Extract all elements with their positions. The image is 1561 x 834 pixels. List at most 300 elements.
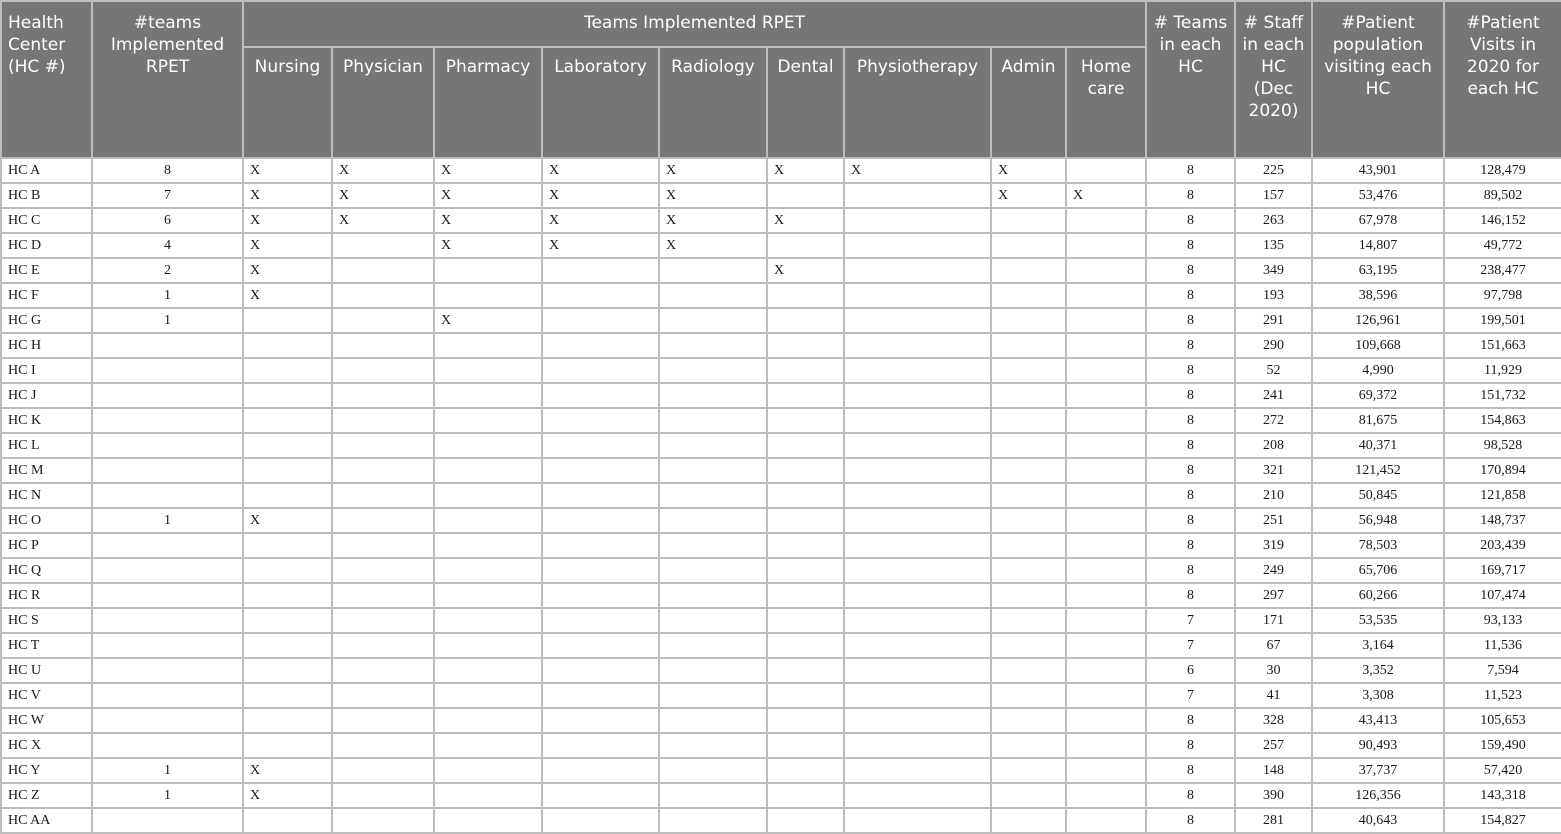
cell-team-mark [243,608,332,633]
cell-team-mark [844,733,991,758]
cell-team-mark [332,458,434,483]
cell-population: 3,164 [1312,633,1444,658]
cell-population: 38,596 [1312,283,1444,308]
cell-team-mark [991,233,1066,258]
cell-team-mark [767,708,844,733]
table-row [1,758,1561,783]
cell-team-mark [659,783,767,808]
cell-health-center: HC S [1,608,92,633]
cell-team-mark [1066,558,1146,583]
cell-population: 81,675 [1312,408,1444,433]
cell-team-mark: X [243,183,332,208]
cell-staff: 290 [1235,333,1312,358]
cell-visits: 128,479 [1444,158,1561,183]
cell-team-mark [1066,508,1146,533]
cell-staff: 30 [1235,658,1312,683]
cell-population: 53,535 [1312,608,1444,633]
col-dental: Dental [767,47,844,158]
cell-team-mark [844,258,991,283]
cell-team-mark [767,458,844,483]
cell-visits: 97,798 [1444,283,1561,308]
cell-visits: 11,929 [1444,358,1561,383]
cell-team-mark [434,633,542,658]
cell-population: 56,948 [1312,508,1444,533]
cell-team-mark [767,408,844,433]
cell-team-mark [1066,733,1146,758]
cell-visits: 203,439 [1444,533,1561,558]
cell-team-mark: X [659,158,767,183]
cell-population: 126,356 [1312,783,1444,808]
cell-health-center: HC Z [1,783,92,808]
cell-staff: 225 [1235,158,1312,183]
cell-visits: 151,663 [1444,333,1561,358]
cell-teams-in-hc: 8 [1146,758,1235,783]
cell-health-center: HC AA [1,808,92,833]
cell-team-mark [659,458,767,483]
cell-staff: 249 [1235,558,1312,583]
cell-team-mark [1066,408,1146,433]
cell-team-mark [844,283,991,308]
cell-population: 43,413 [1312,708,1444,733]
cell-health-center: HC E [1,258,92,283]
cell-team-mark [542,458,659,483]
cell-team-mark [243,433,332,458]
cell-team-mark [844,683,991,708]
cell-population: 67,978 [1312,208,1444,233]
cell-team-mark [1066,533,1146,558]
cell-teams-in-hc: 8 [1146,158,1235,183]
cell-team-mark [542,483,659,508]
cell-population: 121,452 [1312,458,1444,483]
cell-team-mark [434,683,542,708]
cell-health-center: HC F [1,283,92,308]
cell-team-mark: X [542,233,659,258]
cell-team-mark: X [991,183,1066,208]
cell-teams-implemented-count: 8 [92,158,243,183]
cell-team-mark [659,333,767,358]
cell-team-mark [991,558,1066,583]
cell-team-mark [767,533,844,558]
cell-health-center: HC I [1,358,92,383]
cell-visits: 238,477 [1444,258,1561,283]
cell-team-mark [434,358,542,383]
cell-team-mark [1066,758,1146,783]
cell-team-mark [1066,208,1146,233]
cell-team-mark [243,733,332,758]
cell-staff: 390 [1235,783,1312,808]
cell-population: 4,990 [1312,358,1444,383]
cell-team-mark [542,608,659,633]
cell-visits: 151,732 [1444,383,1561,408]
cell-teams-in-hc: 8 [1146,558,1235,583]
cell-population: 109,668 [1312,333,1444,358]
cell-team-mark [434,433,542,458]
cell-team-mark [1066,458,1146,483]
cell-teams-implemented-count [92,608,243,633]
table-row [1,433,1561,458]
cell-team-mark [542,283,659,308]
table-row [1,608,1561,633]
cell-team-mark [991,608,1066,633]
cell-team-mark [542,533,659,558]
cell-team-mark [1066,583,1146,608]
cell-visits: 159,490 [1444,733,1561,758]
cell-team-mark [1066,708,1146,733]
cell-team-mark: X [434,233,542,258]
cell-team-mark [1066,358,1146,383]
cell-population: 65,706 [1312,558,1444,583]
cell-team-mark [243,308,332,333]
cell-team-mark [434,708,542,733]
cell-team-mark [332,508,434,533]
cell-team-mark [434,583,542,608]
cell-team-mark [434,483,542,508]
cell-team-mark [243,558,332,583]
cell-team-mark [844,233,991,258]
cell-team-mark [1066,783,1146,808]
cell-visits: 11,523 [1444,683,1561,708]
cell-team-mark [659,558,767,583]
cell-team-mark [243,458,332,483]
cell-team-mark [1066,658,1146,683]
cell-team-mark [1066,258,1146,283]
cell-visits: 93,133 [1444,608,1561,633]
cell-team-mark [542,308,659,333]
cell-team-mark [659,383,767,408]
cell-team-mark [542,733,659,758]
cell-team-mark [332,558,434,583]
cell-visits: 89,502 [1444,183,1561,208]
cell-team-mark [844,433,991,458]
cell-team-mark [767,508,844,533]
cell-teams-in-hc: 8 [1146,283,1235,308]
cell-staff: 193 [1235,283,1312,308]
cell-health-center: HC P [1,533,92,558]
cell-team-mark [844,558,991,583]
cell-team-mark: X [659,208,767,233]
cell-health-center: HC W [1,708,92,733]
cell-team-mark [991,358,1066,383]
cell-team-mark: X [434,308,542,333]
cell-team-mark [991,633,1066,658]
cell-team-mark [659,533,767,558]
cell-team-mark [991,408,1066,433]
cell-team-mark [542,683,659,708]
cell-team-mark [659,308,767,333]
table-row [1,283,1561,308]
cell-visits: 169,717 [1444,558,1561,583]
cell-team-mark [434,383,542,408]
cell-population: 40,643 [1312,808,1444,833]
cell-teams-implemented-count [92,433,243,458]
cell-team-mark [542,658,659,683]
cell-team-mark [332,533,434,558]
cell-health-center: HC L [1,433,92,458]
cell-team-mark [1066,308,1146,333]
table-row [1,183,1561,208]
cell-team-mark [991,433,1066,458]
cell-team-mark [844,783,991,808]
cell-staff: 157 [1235,183,1312,208]
cell-team-mark [659,683,767,708]
cell-teams-implemented-count [92,633,243,658]
cell-team-mark: X [659,233,767,258]
cell-team-mark [991,733,1066,758]
cell-team-mark [844,508,991,533]
cell-population: 37,737 [1312,758,1444,783]
col-health-center: Health Center (HC #) [1,1,92,158]
cell-teams-implemented-count [92,533,243,558]
cell-team-mark [991,708,1066,733]
cell-team-mark: X [243,258,332,283]
cell-team-mark [542,633,659,658]
cell-staff: 171 [1235,608,1312,633]
table-row [1,458,1561,483]
cell-staff: 251 [1235,508,1312,533]
cell-team-mark [767,558,844,583]
cell-team-mark: X [243,158,332,183]
cell-team-mark [659,733,767,758]
cell-visits: 170,894 [1444,458,1561,483]
cell-staff: 297 [1235,583,1312,608]
cell-team-mark [1066,333,1146,358]
cell-teams-implemented-count [92,458,243,483]
cell-visits: 49,772 [1444,233,1561,258]
cell-team-mark [991,783,1066,808]
cell-team-mark [332,308,434,333]
cell-team-mark [767,308,844,333]
cell-teams-implemented-count [92,333,243,358]
cell-team-mark [434,808,542,833]
col-staff: # Staff in each HC (Dec 2020) [1235,1,1312,158]
cell-team-mark [1066,808,1146,833]
cell-population: 53,476 [1312,183,1444,208]
cell-health-center: HC Q [1,558,92,583]
cell-teams-in-hc: 8 [1146,383,1235,408]
cell-population: 3,308 [1312,683,1444,708]
cell-team-mark [243,583,332,608]
cell-team-mark: X [243,758,332,783]
cell-team-mark: X [991,158,1066,183]
col-teams-implemented-count: #teams Implemented RPET [92,1,243,158]
cell-team-mark [659,483,767,508]
cell-health-center: HC O [1,508,92,533]
cell-staff: 263 [1235,208,1312,233]
cell-team-mark: X [243,283,332,308]
cell-team-mark [1066,383,1146,408]
cell-health-center: HC N [1,483,92,508]
cell-team-mark: X [844,158,991,183]
cell-team-mark [332,483,434,508]
cell-team-mark [243,658,332,683]
cell-teams-in-hc: 8 [1146,508,1235,533]
cell-teams-in-hc: 8 [1146,808,1235,833]
cell-teams-in-hc: 8 [1146,708,1235,733]
cell-health-center: HC A [1,158,92,183]
cell-team-mark [767,358,844,383]
cell-teams-implemented-count: 1 [92,308,243,333]
cell-visits: 57,420 [1444,758,1561,783]
table-row [1,258,1561,283]
cell-team-mark [991,533,1066,558]
cell-team-mark [243,358,332,383]
cell-team-mark [332,733,434,758]
cell-team-mark: X [1066,183,1146,208]
cell-visits: 11,536 [1444,633,1561,658]
cell-team-mark [332,233,434,258]
cell-team-mark [659,283,767,308]
cell-team-mark [332,708,434,733]
cell-team-mark [844,633,991,658]
cell-team-mark [1066,483,1146,508]
cell-team-mark [767,608,844,633]
cell-health-center: HC C [1,208,92,233]
cell-staff: 210 [1235,483,1312,508]
cell-team-mark [767,783,844,808]
cell-team-mark [1066,633,1146,658]
cell-team-mark [332,608,434,633]
cell-team-mark [991,458,1066,483]
cell-team-mark: X [542,208,659,233]
cell-team-mark [844,333,991,358]
cell-team-mark [434,758,542,783]
cell-team-mark: X [767,208,844,233]
cell-team-mark [1066,433,1146,458]
cell-team-mark [332,783,434,808]
cell-staff: 349 [1235,258,1312,283]
cell-team-mark [767,283,844,308]
table-row [1,483,1561,508]
cell-team-mark [542,383,659,408]
cell-team-mark [844,308,991,333]
cell-team-mark [844,758,991,783]
cell-teams-implemented-count [92,658,243,683]
cell-team-mark [659,758,767,783]
cell-health-center: HC T [1,633,92,658]
cell-health-center: HC J [1,383,92,408]
cell-team-mark [991,483,1066,508]
cell-team-mark [332,658,434,683]
cell-team-mark [844,383,991,408]
cell-teams-implemented-count [92,733,243,758]
cell-team-mark [243,633,332,658]
cell-teams-in-hc: 8 [1146,433,1235,458]
cell-team-mark: X [659,183,767,208]
cell-team-mark [659,608,767,633]
cell-teams-in-hc: 6 [1146,658,1235,683]
cell-team-mark [1066,233,1146,258]
cell-team-mark [434,658,542,683]
cell-team-mark [332,408,434,433]
cell-team-mark: X [767,258,844,283]
cell-team-mark [659,258,767,283]
cell-teams-in-hc: 7 [1146,608,1235,633]
cell-team-mark [767,683,844,708]
table-row [1,808,1561,833]
cell-visits: 7,594 [1444,658,1561,683]
cell-teams-implemented-count: 6 [92,208,243,233]
cell-population: 69,372 [1312,383,1444,408]
cell-population: 78,503 [1312,533,1444,558]
cell-team-mark [767,183,844,208]
cell-team-mark [767,733,844,758]
cell-team-mark: X [332,183,434,208]
col-group-teams-implemented: Teams Implemented RPET [243,1,1146,47]
cell-teams-implemented-count [92,383,243,408]
table-row [1,358,1561,383]
cell-staff: 135 [1235,233,1312,258]
cell-team-mark [434,283,542,308]
cell-team-mark [991,283,1066,308]
cell-population: 63,195 [1312,258,1444,283]
cell-visits: 107,474 [1444,583,1561,608]
cell-team-mark [767,483,844,508]
cell-team-mark [542,783,659,808]
cell-team-mark: X [332,158,434,183]
cell-team-mark [767,383,844,408]
cell-team-mark [542,508,659,533]
cell-teams-in-hc: 8 [1146,183,1235,208]
cell-team-mark [542,358,659,383]
cell-teams-in-hc: 8 [1146,233,1235,258]
cell-visits: 105,653 [1444,708,1561,733]
cell-team-mark [542,258,659,283]
cell-team-mark [659,358,767,383]
cell-team-mark [844,608,991,633]
cell-team-mark [243,408,332,433]
cell-team-mark [434,608,542,633]
table-row [1,233,1561,258]
cell-teams-in-hc: 8 [1146,458,1235,483]
cell-team-mark [659,408,767,433]
table-row [1,683,1561,708]
cell-team-mark [243,533,332,558]
cell-teams-implemented-count: 1 [92,508,243,533]
cell-team-mark [542,583,659,608]
cell-health-center: HC R [1,583,92,608]
cell-staff: 321 [1235,458,1312,483]
cell-team-mark [844,408,991,433]
cell-team-mark [844,208,991,233]
cell-population: 90,493 [1312,733,1444,758]
cell-team-mark [991,658,1066,683]
table-row [1,308,1561,333]
table-row [1,658,1561,683]
cell-team-mark [542,558,659,583]
cell-teams-in-hc: 8 [1146,733,1235,758]
cell-team-mark [844,458,991,483]
cell-teams-implemented-count: 2 [92,258,243,283]
cell-team-mark [659,708,767,733]
cell-teams-implemented-count [92,558,243,583]
cell-team-mark [844,358,991,383]
cell-team-mark [1066,283,1146,308]
cell-team-mark: X [243,233,332,258]
cell-team-mark [434,333,542,358]
cell-teams-implemented-count [92,408,243,433]
cell-team-mark [332,383,434,408]
cell-team-mark [332,283,434,308]
cell-visits: 121,858 [1444,483,1561,508]
cell-team-mark [659,808,767,833]
cell-team-mark [844,808,991,833]
cell-teams-implemented-count: 1 [92,283,243,308]
cell-health-center: HC X [1,733,92,758]
cell-team-mark [542,758,659,783]
cell-team-mark [1066,683,1146,708]
cell-team-mark [767,633,844,658]
cell-team-mark [1066,158,1146,183]
